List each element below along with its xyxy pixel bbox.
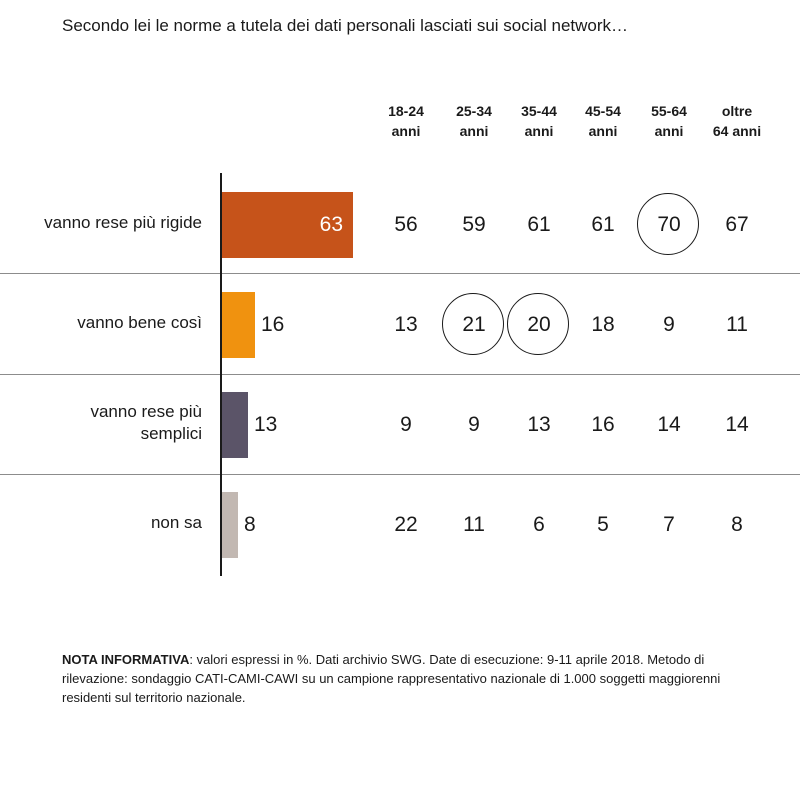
table-cell: 18 xyxy=(591,313,615,336)
chart-title: Secondo lei le norme a tutela dei dati personali lasciati sui social network… xyxy=(62,16,629,35)
table-cell: 59 xyxy=(462,213,486,236)
bar xyxy=(221,492,238,558)
age-group-range: oltre xyxy=(721,103,753,119)
bar-value-label: 63 xyxy=(319,213,343,236)
bar-value-label: 8 xyxy=(244,513,256,536)
chart-row xyxy=(0,373,800,473)
age-group-range: 18-24 xyxy=(388,103,424,119)
age-group-unit: 64 anni xyxy=(712,123,762,139)
age-group-range: 55-64 xyxy=(651,103,687,119)
age-group-label xyxy=(438,101,510,141)
chart-row xyxy=(0,173,800,273)
table-cell: 16 xyxy=(591,413,615,436)
age-group-unit: anni xyxy=(391,123,421,139)
bar xyxy=(221,292,255,358)
table-cell: 9 xyxy=(663,313,675,336)
bar-value-label: 16 xyxy=(261,313,285,336)
note-heading: NOTA INFORMATIVA xyxy=(62,652,190,667)
table-cell: 6 xyxy=(533,513,545,536)
age-group-label xyxy=(567,101,639,141)
table-cell: 9 xyxy=(400,413,412,436)
table-cell: 67 xyxy=(725,213,749,236)
table-cell: 8 xyxy=(731,513,743,536)
bar-axis-line xyxy=(220,173,222,576)
note-text: : valori espressi in %. Dati archivio SWG. Date di esecuzione: 9-11 aprile 2018. Metodo di rilevazione: sondaggio CATI-CAMI-CAWI su un campione rappresentativo nazionale di 1.000 soggetti maggiorenni residenti sul territorio nazionale. xyxy=(62,652,721,705)
category-label: vanno rese più semplici xyxy=(90,402,202,443)
table-cell: 14 xyxy=(725,413,749,436)
age-group-label xyxy=(633,101,705,141)
age-group-unit: anni xyxy=(654,123,684,139)
age-group-unit: anni xyxy=(588,123,618,139)
table-cell: 13 xyxy=(527,413,551,436)
table-cell: 13 xyxy=(394,313,418,336)
age-group-range: 45-54 xyxy=(585,103,621,119)
table-cell: 11 xyxy=(463,513,485,536)
bar-value-label: 13 xyxy=(254,413,278,436)
row-separator xyxy=(0,374,800,375)
table-cell: 56 xyxy=(394,213,418,236)
table-cell: 20 xyxy=(527,313,551,336)
category-label: vanno bene così xyxy=(77,313,202,332)
table-cell: 70 xyxy=(657,213,681,236)
table-cell: 9 xyxy=(468,413,480,436)
category-label: non sa xyxy=(150,513,202,532)
table-cell: 5 xyxy=(597,513,609,536)
methodology-note xyxy=(62,650,752,707)
chart-row xyxy=(0,473,800,573)
row-separator xyxy=(0,273,800,274)
age-group-label xyxy=(503,101,575,141)
age-group-range: 25-34 xyxy=(456,103,492,119)
age-group-unit: anni xyxy=(459,123,489,139)
age-group-range: 35-44 xyxy=(521,103,557,119)
age-group-label xyxy=(701,101,773,141)
table-cell: 61 xyxy=(527,213,551,236)
table-cell: 22 xyxy=(394,513,418,536)
table-cell: 21 xyxy=(462,313,486,336)
age-group-unit: anni xyxy=(524,123,554,139)
table-cell: 7 xyxy=(663,513,675,536)
table-cell: 11 xyxy=(726,313,748,336)
category-label: vanno rese più rigide xyxy=(44,213,202,232)
age-group-label xyxy=(370,101,442,141)
table-cell: 61 xyxy=(591,213,615,236)
table-cell: 14 xyxy=(657,413,681,436)
chart-row xyxy=(0,273,800,373)
row-separator xyxy=(0,474,800,475)
bar xyxy=(221,392,248,458)
